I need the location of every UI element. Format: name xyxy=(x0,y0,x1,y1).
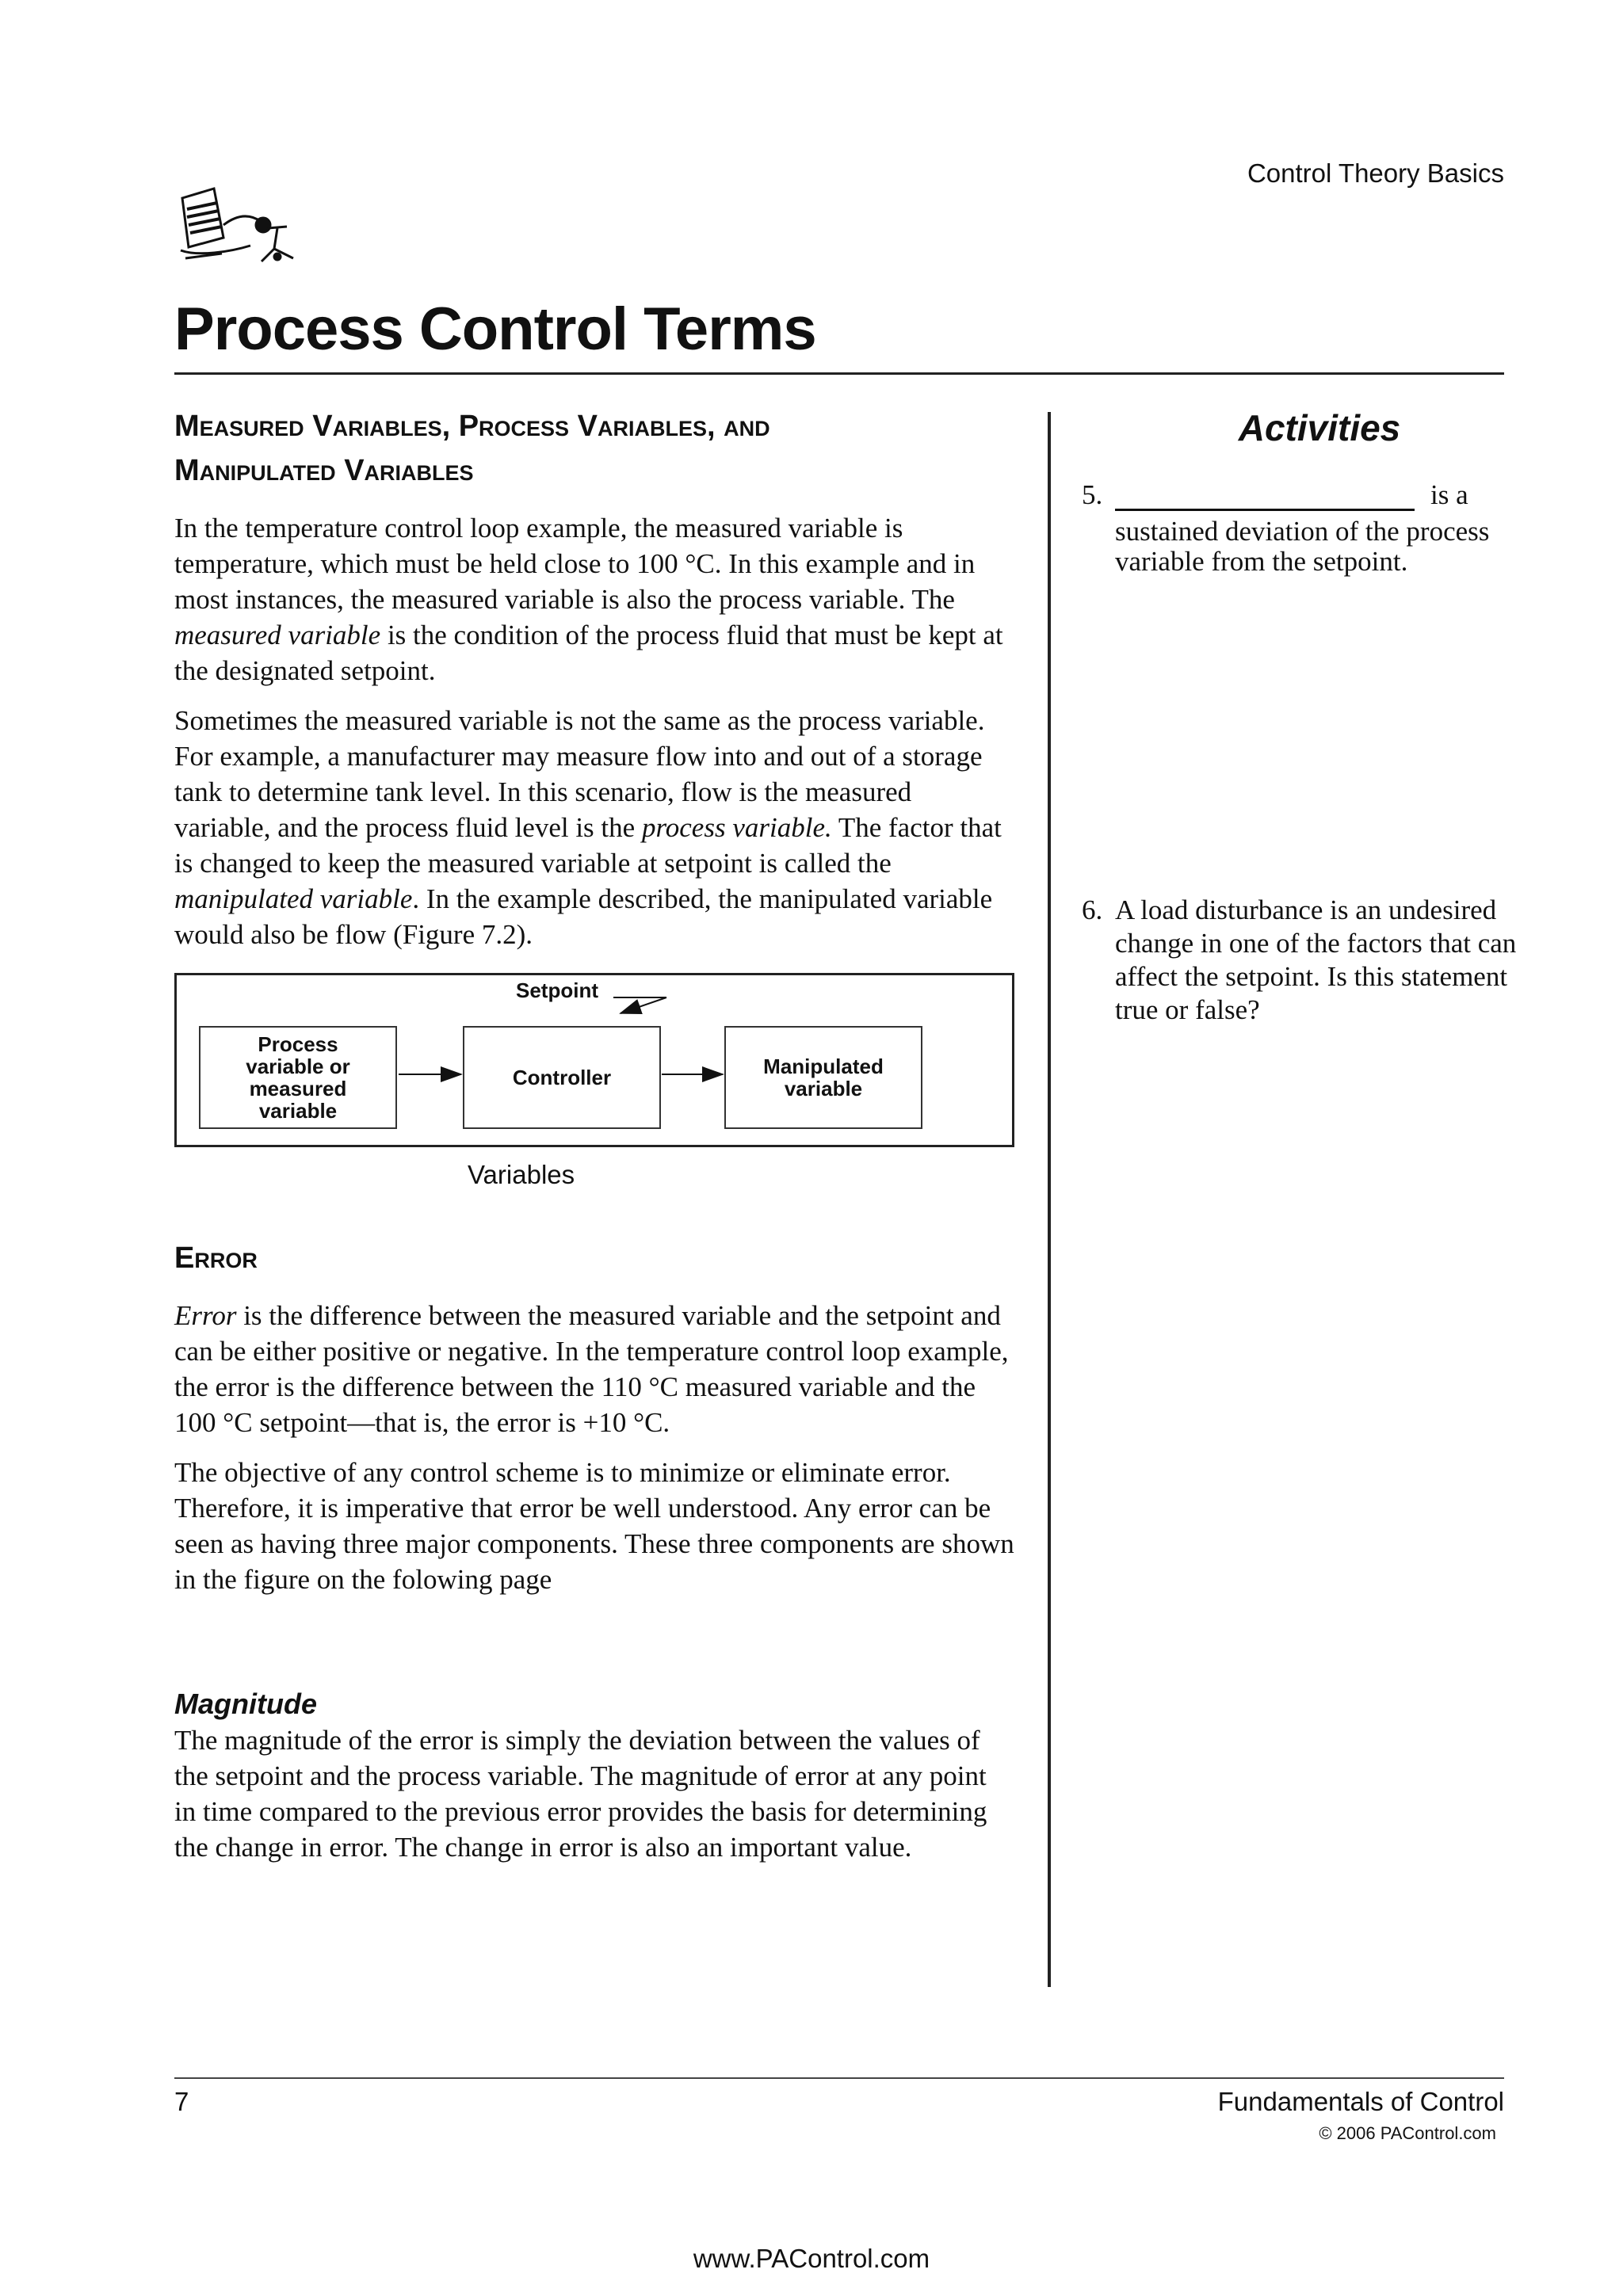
section-heading-line1: Measured Variables, Process Variables, and xyxy=(174,410,770,443)
activities-column xyxy=(1082,404,1557,452)
subheading-magnitude: Magnitude xyxy=(174,1688,317,1720)
controller-box xyxy=(463,1026,661,1129)
text-run: The factor that is changed to keep the measured variable at setpoint is called the xyxy=(174,812,1002,879)
box-text: measured xyxy=(249,1077,347,1100)
activity-lead: is a xyxy=(1430,479,1468,510)
activity-5 xyxy=(1082,479,1557,577)
copyright-notice: © 2006 PAControl.com xyxy=(1319,2123,1496,2143)
magnitude-section xyxy=(174,1686,1014,1865)
paragraph-measured-variable xyxy=(174,510,1014,688)
title-divider xyxy=(174,372,1504,375)
setpoint-arrow xyxy=(621,997,666,1013)
text-run: Sometimes the measured variable is not the same as the process variable. For example, a manufacturer may measure flow into and out of a storage tank to determine tank level. In this scenario, flow is the measured variable, and the process fluid level is the xyxy=(174,705,985,843)
section-heading-line2: Manipulated Variables xyxy=(174,454,474,487)
italic-term: measured variable xyxy=(174,620,381,650)
italic-term: Error xyxy=(174,1300,237,1331)
activity-6 xyxy=(1082,894,1557,1027)
running-header: Control Theory Basics xyxy=(1247,158,1504,188)
page-number: 7 xyxy=(174,2087,189,2116)
text-run: . In the example described, the manipulated variable would also be flow (Figure 7.2). xyxy=(174,883,993,950)
sketch-logo-icon xyxy=(174,182,301,276)
box-text: variable or xyxy=(246,1055,350,1078)
footer-divider xyxy=(174,2077,1504,2079)
text-run: is the difference between the measured variable and the setpoint and can be either positive or negative. In the temperature control loop example, the error is the difference between the 110 °C measured variable and the 100 °C setpoint—that is, the error is +10 °C. xyxy=(174,1300,1009,1438)
setpoint-label: Setpoint xyxy=(516,978,598,1002)
activities-title: Activities xyxy=(1238,407,1401,448)
text-run: In the temperature control loop example, the measured variable is temperature, which must be held close to 100 °C. In this example and in most instances, the measured variable is also the process variable. The xyxy=(174,513,976,615)
section-heading-error: Error xyxy=(174,1241,258,1275)
box-text: Process xyxy=(258,1032,338,1056)
activity-number: 6. xyxy=(1082,894,1103,925)
paragraph-error-definition xyxy=(174,1298,1014,1440)
italic-term: process variable. xyxy=(641,812,832,843)
paragraph-magnitude: The magnitude of the error is simply the deviation between the values of the setpoint and the process variable. The magnitude of error at any point in time compared to the previous error provides the basis for determining the change in error. The change in error is also an important value. xyxy=(174,1725,987,1863)
paragraph-error-objective: The objective of any control scheme is to minimize or eliminate error. Therefore, it is imperative that error be well understood. Any error can be seen as having three major components. These three components are shown in the figure on the folowing page xyxy=(174,1457,1014,1595)
activity-text: A load disturbance is an undesired change in one of the factors that can affect the setpoint. Is this statement true or false? xyxy=(1115,894,1517,1025)
process-variable-box xyxy=(199,1026,397,1129)
activity-text: sustained deviation of the process variable from the setpoint. xyxy=(1115,516,1490,577)
box-text: variable xyxy=(784,1077,863,1100)
activity-number: 5. xyxy=(1082,479,1103,510)
box-text: variable xyxy=(258,1099,338,1123)
column-divider xyxy=(1048,412,1051,1987)
variables-diagram xyxy=(174,973,1014,1147)
box-text: Manipulated xyxy=(763,1055,884,1078)
footer-title: Fundamentals of Control xyxy=(1217,2087,1504,2116)
main-column xyxy=(174,404,1014,952)
italic-term: manipulated variable xyxy=(174,883,413,914)
paragraph-process-variable xyxy=(174,703,1014,952)
figure-caption: Variables xyxy=(468,1160,575,1189)
error-section xyxy=(174,1236,1014,1597)
answer-blank[interactable] xyxy=(1115,479,1415,511)
section-heading-variables xyxy=(174,404,1014,493)
manipulated-variable-box xyxy=(724,1026,922,1129)
page-title: Process Control Terms xyxy=(174,296,816,363)
box-text: Controller xyxy=(512,1066,612,1089)
website-link[interactable]: www.PAControl.com xyxy=(693,2244,930,2273)
text-run: is the condition of the process fluid that must be kept at the designated setpoint. xyxy=(174,620,1003,686)
